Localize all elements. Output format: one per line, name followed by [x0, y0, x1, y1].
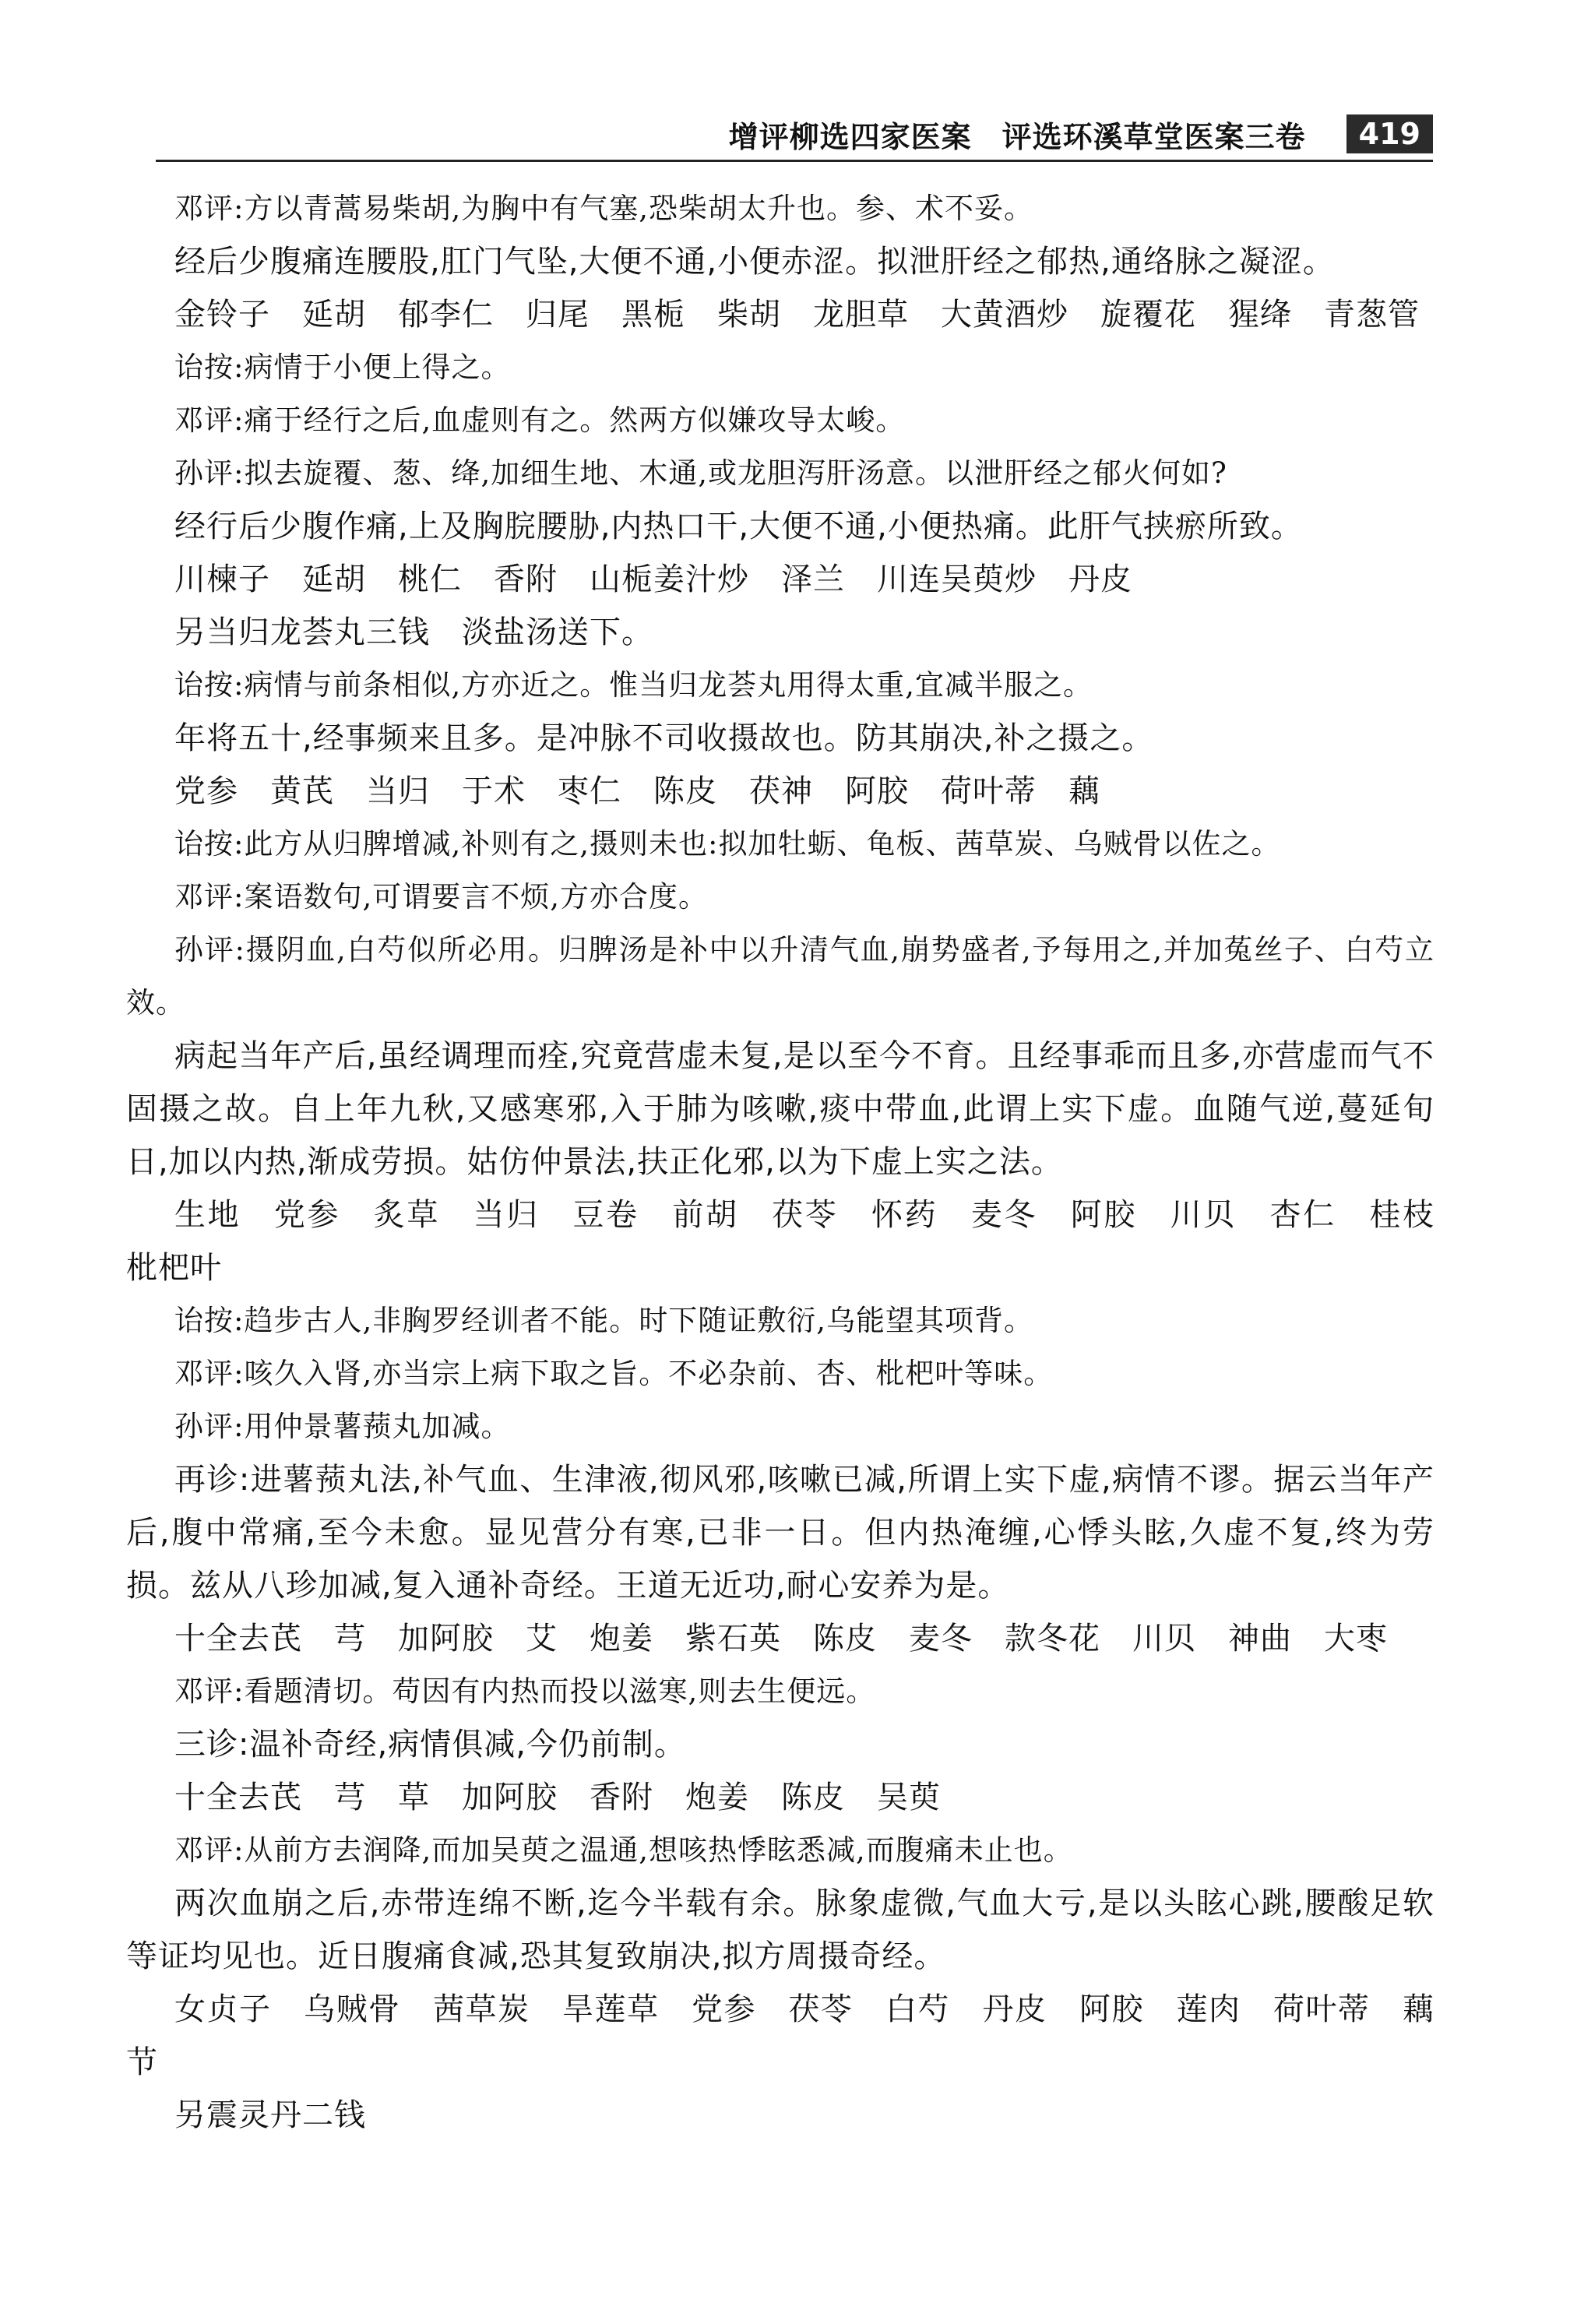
commentary-paragraph: 邓评:案语数句,可谓要言不烦,方亦合度。: [174, 880, 708, 914]
prescription-line: 党参 黄芪 当归 于术 枣仁 陈皮 茯神 阿胶 荷叶蒂 藕: [174, 773, 1100, 809]
commentary-paragraph: 邓评:咳久入肾,亦当宗上病下取之旨。不必杂前、杏、枇杷叶等味。: [174, 1357, 1054, 1390]
case-paragraph: 两次血崩之后,赤带连绵不断,迄今半载有余。脉象虚微,气血大亏,是以头眩心跳,腰酸足软等证均见也。近日腹痛食减,恐其复致崩决,拟方周摄奇经。: [126, 1886, 1434, 1974]
commentary-paragraph: 邓评:痛于经行之后,血虚则有之。然两方似嫌攻导太峻。: [174, 403, 906, 437]
running-header: [167, 109, 1433, 159]
page-body: [126, 182, 1466, 2142]
case-paragraph: 病起当年产后,虽经调理而痊,究竟营虚未复,是以至今不育。且经事乖而且多,亦营虚而气不固摄之故。自上年九秋,又感寒邪,入于肺为咳嗽,痰中带血,此谓上实下虚。血随气逆,蔓延旬日,加以内热,渐成劳损。姑仿仲景法,扶正化邪,以为下虚上实之法。: [126, 1038, 1434, 1180]
prescription-line: 女贞子 乌贼骨 茜草炭 旱莲草 党参 茯苓 白芍 丹皮 阿胶 莲肉 荷叶蒂 藕节: [126, 1991, 1434, 2080]
case-paragraph: 年将五十,经事频来且多。是冲脉不司收摄故也。防其崩决,补之摄之。: [174, 720, 1154, 756]
commentary-paragraph: 孙评:用仲景薯蓣丸加减。: [174, 1410, 511, 1443]
page-number: 419: [1346, 114, 1433, 153]
commentary-paragraph: 孙评:拟去旋覆、葱、绛,加细生地、木通,或龙胆泻肝汤意。以泄肝经之郁火何如?: [174, 456, 1227, 490]
prescription-line: 川楝子 延胡 桃仁 香附 山栀姜汁炒 泽兰 川连吴萸炒 丹皮: [174, 562, 1132, 597]
case-paragraph: 另震灵丹二钱: [174, 2097, 366, 2133]
commentary-paragraph: 孙评:摄阴血,白芍似所必用。归脾汤是补中以升清气血,崩势盛者,予每用之,并加菟丝子、白芍立效。: [126, 933, 1434, 1019]
case-paragraph: 三诊:温补奇经,病情俱减,今仍前制。: [174, 1727, 686, 1762]
commentary-paragraph: 诒按:病情于小便上得之。: [174, 350, 511, 384]
header-rule: [156, 160, 1433, 162]
prescription-line: 十全去芪 芎 加阿胶 艾 炮姜 紫石英 陈皮 麦冬 款冬花 川贝 神曲 大枣: [174, 1621, 1388, 1657]
commentary-paragraph: 诒按:此方从归脾增减,补则有之,摄则未也:拟加牡蛎、龟板、茜草炭、乌贼骨以佐之。: [174, 827, 1281, 861]
case-paragraph: 另当归龙荟丸三钱 淡盐汤送下。: [174, 614, 653, 650]
commentary-paragraph: 邓评:从前方去润降,而加吴萸之温通,想咳热悸眩悉减,而腹痛未止也。: [174, 1833, 1073, 1867]
case-paragraph: 经行后少腹作痛,上及胸脘腰胁,内热口干,大便不通,小便热痛。此肝气挟瘀所致。: [174, 509, 1303, 544]
commentary-paragraph: 诒按:病情与前条相似,方亦近之。惟当归龙荟丸用得太重,宜减半服之。: [174, 668, 1093, 702]
case-paragraph: 经后少腹痛连腰股,肛门气坠,大便不通,小便赤涩。拟泄肝经之郁热,通络脉之凝涩。: [174, 244, 1335, 280]
prescription-line: 十全去芪 芎 草 加阿胶 香附 炮姜 陈皮 吴萸: [174, 1780, 941, 1815]
commentary-paragraph: 邓评:看题清切。苟因有内热而投以滋寒,则去生便远。: [174, 1674, 876, 1708]
prescription-line: 金铃子 延胡 郁李仁 归尾 黑栀 柴胡 龙胆草 大黄酒炒 旋覆花 猩绛 青葱管: [174, 297, 1420, 333]
commentary-paragraph: 诒按:趋步古人,非胸罗经训者不能。时下随证敷衍,乌能望其项背。: [174, 1304, 1033, 1337]
prescription-line: 生地 党参 炙草 当归 豆卷 前胡 茯苓 怀药 麦冬 阿胶 川贝 杏仁 桂枝 枇杷叶: [126, 1197, 1466, 1286]
book-title: 增评柳选四家医案 评选环溪草堂医案三卷: [728, 119, 1306, 154]
case-paragraph: 再诊:进薯蓣丸法,补气血、生津液,彻风邪,咳嗽已减,所谓上实下虚,病情不谬。据云当年产后,腹中常痛,至今未愈。显见营分有寒,已非一日。但内热淹缠,心悸头眩,久虚不复,终为劳损。兹从八珍加减,复入通补奇经。王道无近功,耐心安养为是。: [126, 1462, 1434, 1604]
commentary-paragraph: 邓评:方以青蒿易柴胡,为胸中有气塞,恐柴胡太升也。参、术不妥。: [174, 192, 1033, 225]
